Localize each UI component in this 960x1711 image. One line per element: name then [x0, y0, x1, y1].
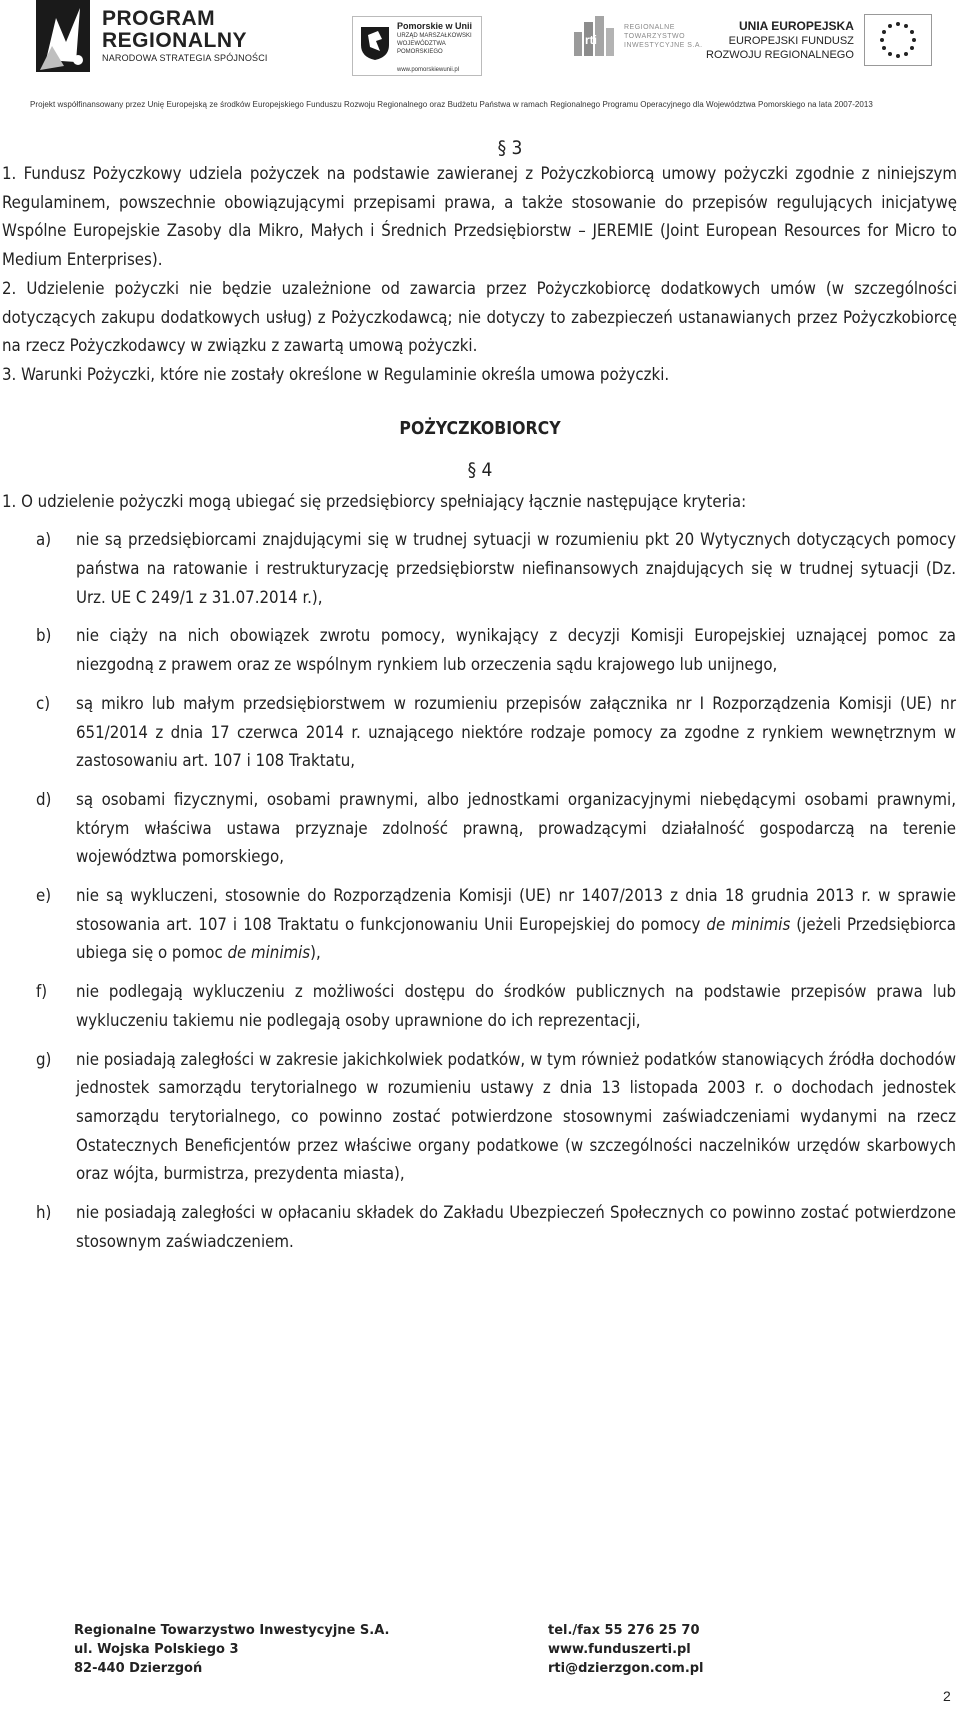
list-item-text: są mikro lub małym przedsiębiorstwem w rozumieniu przepisów załącznika nr I Rozporządzenia Komisji (UE) nr 651/2014 z dnia 17 czerwca 2014 r. uznającego niektóre rodzaje pomocy za zgodne z rynkiem wewnętrznym w zastosowaniu art. 107 i 108 Traktatu, [76, 692, 956, 771]
pom-logo-line2: URZĄD MARSZAŁKOWSKI [397, 33, 472, 39]
footer-contact [548, 1621, 704, 1678]
list-item [36, 1045, 956, 1189]
list-item-label: e) [36, 885, 52, 906]
list-item [36, 689, 956, 775]
section-3-point-1: 1. Fundusz Pożyczkowy udziela pożyczek na podstawie zawieranej z Pożyczkobiorcą umowy pożyczki zgodnie z niniejszym Regulaminem, powszechnie obowiązującymi przepisami prawa, a także stosowanie do przepisów regulujących inicjatywę Wspólne Europejskie Zasoby dla Mikro, Małych i Średnich Przedsiębiorstw – JEREMIE (Joint European Resources for Micro to Medium Enterprises). [2, 163, 957, 270]
list-item-text: nie są przedsiębiorcami znajdującymi się w trudnej sytuacji w rozumieniu pkt 20 Wytycznych dotyczących pomocy państwa na ratowanie i restrukturyzację przedsiębiorstw niefinansowych znajdujących się w trudnej sytuacji (Dz. Urz. UE C 249/1 z 31.07.2014 r.), [76, 529, 956, 607]
list-item-text: nie posiadają zaległości w opłacaniu składek do Zakładu Ubezpieczeń Społecznych co powinno zostać potwierdzone stosownym zaświadczeniem. [76, 1202, 956, 1251]
eu-logo-line2: EUROPEJSKI FUNDUSZ [728, 34, 854, 47]
pomorskie-w-unii-logo [352, 16, 482, 76]
list-item-label: c) [36, 692, 51, 713]
footer-street: ul. Wojska Polskiego 3 [74, 1642, 239, 1657]
list-item-text: są osobami fizycznymi, osobami prawnymi, albo jednostkami organizacyjnymi niebędącymi osobami prawnymi, którym właściwa ustawa przyznaje zdolność prawną, prowadzącymi działalność gospodarczą na terenie województwa pomorskiego, [76, 788, 956, 867]
footer-website: www.funduszerti.pl [548, 1642, 691, 1657]
section-3-point-2: 2. Udzielenie pożyczki nie będzie uzależnione od zawarcia przez Pożyczkobiorcę dodatkowych umów (w szczególności dotyczących zakupu dodatkowych usług) z Pożyczkodawcą; nie dotyczy to zabezpieczeń ustanawianych przez Pożyczkobiorcę na rzecz Pożyczkodawcy w związku z zawartą umową pożyczki. [2, 277, 957, 356]
document-body [0, 125, 960, 1266]
footer-email: rti@dzierzgon.com.pl [548, 1661, 704, 1676]
section-4-intro: 1. O udzielenie pożyczki mogą ubiegać się przedsiębiorcy spełniający łącznie następujące kryteria: [2, 490, 747, 511]
eu-logo-line3: ROZWOJU REGIONALNEGO [706, 48, 854, 61]
footer-address [74, 1621, 389, 1678]
list-item-label: d) [36, 788, 52, 809]
rti-logo-line3: INWESTYCYJNE S.A. [624, 41, 703, 49]
item-e-italic-2: de minimis [227, 942, 311, 963]
eu-flag-icon [864, 14, 932, 66]
footer-phone: tel./fax 55 276 25 70 [548, 1623, 700, 1638]
criteria-list [0, 525, 960, 1255]
list-item-text [76, 881, 956, 967]
list-item [36, 785, 956, 871]
list-item-label: g) [36, 1048, 52, 1069]
program-regionalny-logo [36, 0, 268, 72]
pom-logo-line1: Pomorskie w Unii [397, 21, 473, 31]
list-item [36, 621, 956, 678]
item-e-italic-1: de minimis [706, 913, 791, 934]
list-item-label: f) [36, 981, 48, 1002]
list-item-text: nie podlegają wykluczeniu z możliwości dostępu do środków publicznych na podstawie przepisów prawa lub wykluczeniu takiemu nie podlegają osoby uprawnione do ich reprezentacji, [76, 981, 956, 1030]
footer-company-name: Regionalne Towarzystwo Inwestycyjne S.A. [74, 1623, 390, 1638]
page-header [0, 0, 960, 112]
list-item [36, 1198, 956, 1255]
rti-logo [570, 14, 703, 58]
list-item-text: nie posiadają zaległości w zakresie jakichkolwiek podatków, w tym również podatków stanowiących źródła dochodów jednostek samorządu terytorialnego w rozumieniu ustawy z dnia 13 listopada 2003 r. o dochodach jednostek samorządu terytorialnego, co powinno zostać potwierdzone stosownymi zaświadczeniami wydanymi na rzecz Ostatecznych Beneficjentów przez właściwe organy podatkowe (w szczególności naczelników urzędów skarbowych oraz wójta, burmistrza, prezydenta miasta), [76, 1048, 956, 1184]
pom-logo-line4: www.pomorskiewunii.pl [397, 67, 460, 73]
list-item [36, 525, 956, 611]
section-3-point-3: 3. Warunki Pożyczki, które nie zostały określone w Regulaminie określa umowa pożyczki. [2, 363, 670, 384]
list-item-text: nie ciąży na nich obowiązek zwrotu pomocy, wynikający z decyzji Komisji Europejskiej uznającej pomoc za niezgodną z prawem oraz ze wspólnym rynkiem lub orzeczenia sądu krajowego lub unijnego, [76, 625, 956, 675]
pr-logo-line1: PROGRAM [102, 7, 216, 30]
project-cofinancing-line: Projekt współfinansowany przez Unię Europejską ze środków Europejskiego Funduszu Rozwoju Regionalnego oraz Budżetu Państwa w ramach Regionalnego Programu Operacyjnego dla Województwa Pomorskiego na lata 2007-2013 [30, 100, 873, 109]
rti-logo-line2: TOWARZYSTWO [624, 32, 686, 40]
list-item [36, 977, 956, 1034]
rti-building-icon [570, 14, 616, 58]
footer-city: 82-440 Dzierzgoń [74, 1661, 203, 1676]
section-4-number: § 4 [467, 458, 493, 481]
list-item [36, 881, 956, 967]
item-e-text-c: ), [310, 942, 321, 963]
griffin-crest-icon [358, 25, 392, 61]
section-3-number: § 3 [497, 137, 523, 159]
rti-logo-line1: REGIONALNE [624, 23, 675, 31]
list-item-label: b) [36, 625, 52, 646]
list-item-label: h) [36, 1202, 52, 1223]
pr-logo-line3: NARODOWA STRATEGIA SPÓJNOŚCI [102, 53, 268, 63]
pr-logo-line2: REGIONALNY [102, 29, 248, 52]
page-number: 2 [943, 1688, 951, 1704]
item-e-text-b: (jeżeli Przedsiębiorca ubiega się o pomoc [76, 913, 956, 963]
program-regionalny-emblem-icon [36, 0, 90, 72]
item-e-text-a: nie są wykluczeni, stosownie do Rozporządzenia Komisji (UE) nr 1407/2013 z dnia 18 grudnia 2013 r. w sprawie stosowania art. 107 i 108 Traktatu o funkcjonowaniu Unii Europejskiej do pomocy [76, 885, 956, 934]
pom-logo-line3: WOJEWÓDZTWA POMORSKIEGO [397, 41, 446, 55]
list-item-label: a) [36, 529, 52, 550]
eu-logo [706, 14, 932, 66]
svg-text:rti: rti [585, 33, 597, 47]
eu-logo-line1: UNIA EUROPEJSKA [738, 18, 854, 33]
heading-pozyczkobiorcy: POŻYCZKOBIORCY [399, 418, 561, 439]
